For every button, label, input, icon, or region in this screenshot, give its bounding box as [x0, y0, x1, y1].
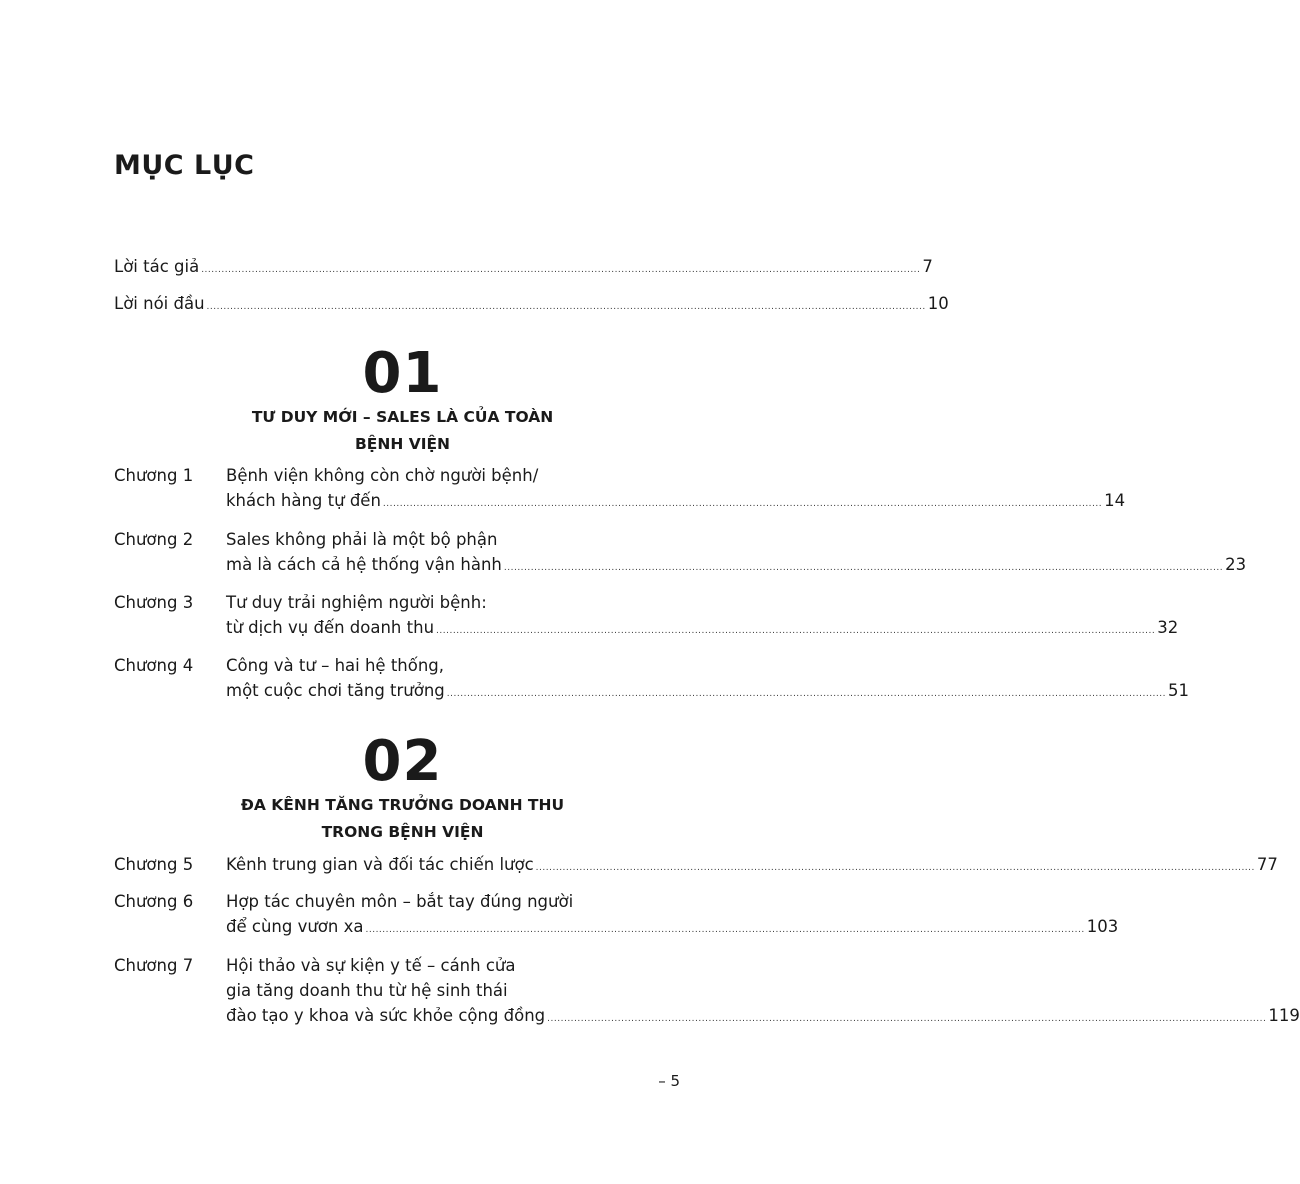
chapter-line: từ dịch vụ đến doanh thu [226, 618, 435, 637]
toc-chapter-2[interactable] [114, 527, 1247, 577]
chapter-line: Hợp tác chuyên môn – bắt tay đúng người [226, 892, 574, 911]
chapter-line: Hội thảo và sự kiện y tế – cánh cửa [226, 956, 516, 975]
entry-page: 23 [1225, 555, 1247, 574]
chapter-line: để cùng vươn xa [226, 917, 364, 936]
entry-page: 51 [1168, 681, 1190, 700]
dot-leader [383, 492, 1102, 517]
chapter-line: gia tăng doanh thu từ hệ sinh thái [226, 981, 508, 1000]
dot-leader [447, 682, 1166, 707]
chapter-line: một cuộc chơi tăng trưởng [226, 681, 445, 700]
part-title: TƯ DUY MỚI – SALES LÀ CỦA TOÀN BỆNH VIỆN [251, 408, 554, 453]
dot-leader [547, 1007, 1266, 1032]
entry-page: 119 [1268, 1006, 1300, 1025]
page-title: MỤC LỤC [114, 150, 255, 181]
entry-page: 14 [1104, 491, 1126, 510]
entry-page: 103 [1086, 917, 1119, 936]
dot-leader [207, 295, 926, 320]
entry-page: 77 [1256, 855, 1278, 874]
toc-chapter-6[interactable] [114, 889, 1119, 939]
toc-chapter-4[interactable] [114, 653, 1190, 703]
chapter-label: Chương 1 [114, 466, 194, 485]
dot-leader [504, 556, 1223, 581]
dot-leader [365, 918, 1084, 943]
entry-text: Lời nói đầu [114, 294, 205, 313]
chapter-label: Chương 5 [114, 855, 194, 874]
toc-chapter-1[interactable] [114, 463, 1126, 513]
chapter-label: Chương 2 [114, 530, 194, 549]
part-number: 02 [362, 729, 443, 794]
part-01-heading [0, 341, 805, 458]
chapter-label: Chương 6 [114, 892, 194, 911]
chapter-line: Bệnh viện không còn chờ người bệnh/ [226, 466, 539, 485]
chapter-line: đào tạo y khoa và sức khỏe cộng đồng [226, 1006, 546, 1025]
chapter-label: Chương 4 [114, 656, 194, 675]
dot-leader [436, 619, 1155, 644]
chapter-line: mà là cách cả hệ thống vận hành [226, 555, 502, 574]
part-title: ĐA KÊNH TĂNG TRƯỞNG DOANH THU TRONG BỆNH VIỆN [240, 796, 565, 841]
toc-chapter-5[interactable] [114, 852, 1278, 877]
entry-page: 7 [922, 257, 933, 276]
chapter-label: Chương 3 [114, 593, 194, 612]
chapter-label: Chương 7 [114, 956, 194, 975]
chapter-line: Công và tư – hai hệ thống, [226, 656, 445, 675]
chapter-line: Tư duy trải nghiệm người bệnh: [226, 593, 487, 612]
dot-leader [201, 258, 920, 283]
toc-entry-preface[interactable] [114, 291, 949, 316]
chapter-line: khách hàng tự đến [226, 491, 381, 510]
page-number: – 5 [658, 1072, 680, 1090]
chapter-line: Kênh trung gian và đối tác chiến lược [226, 855, 534, 874]
entry-text: Lời tác giả [114, 257, 200, 276]
entry-page: 10 [927, 294, 949, 313]
toc-entry-author-note[interactable] [114, 254, 933, 279]
toc-chapter-3[interactable] [114, 590, 1179, 640]
entry-page: 32 [1157, 618, 1179, 637]
part-02-heading [0, 729, 805, 846]
dot-leader [536, 856, 1255, 881]
toc-chapter-7[interactable] [114, 953, 1300, 1028]
part-number: 01 [362, 341, 443, 406]
chapter-line: Sales không phải là một bộ phận [226, 530, 498, 549]
